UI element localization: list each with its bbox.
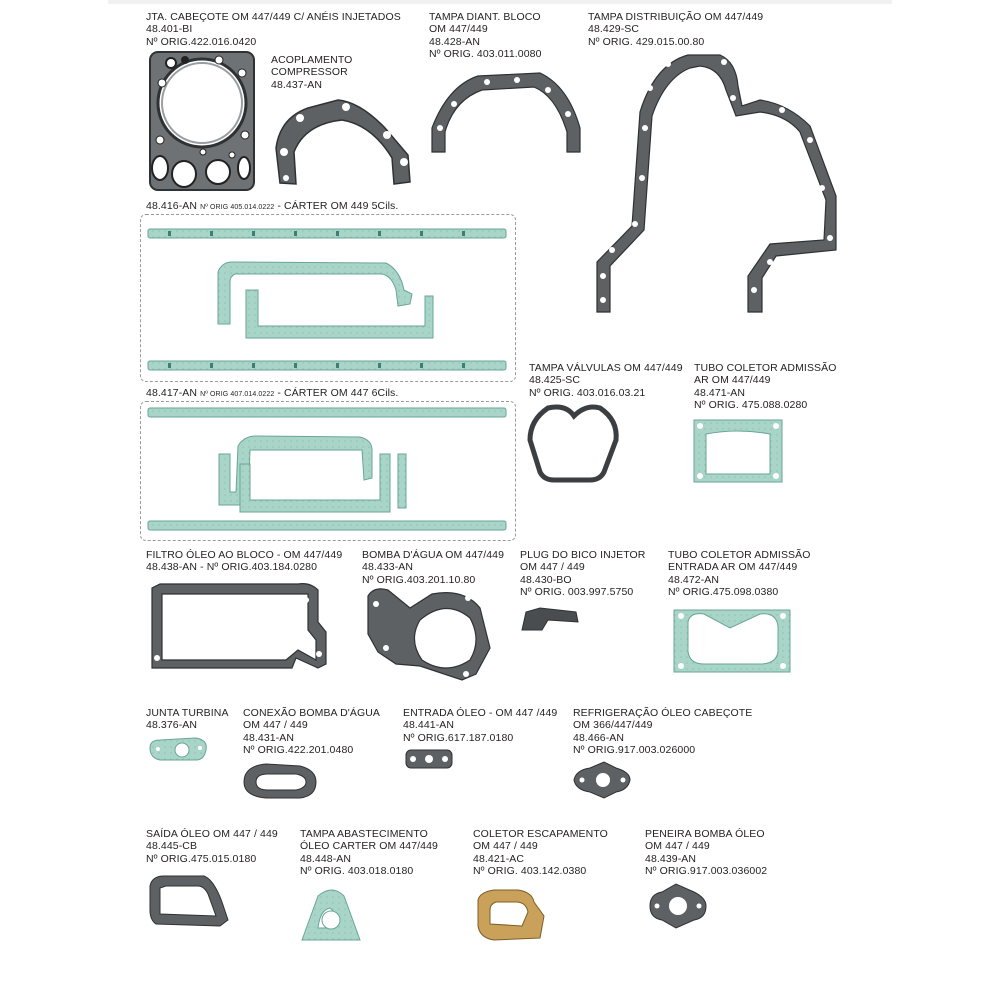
gasket-coletor-escapamento [478, 890, 544, 940]
label-bomba-agua: BOMBA D'ÁGUA OM 447/449 48.433-AN Nº ORIG.403.201.10.80 [362, 549, 505, 586]
gasket-entrada-oleo [406, 750, 452, 768]
label-peneira-bomba: PENEIRA BOMBA ÓLEO OM 447 / 449 48.439-AN Nº ORIG.917.003.036002 [645, 828, 768, 878]
label-entrada-oleo: ENTRADA ÓLEO - OM 447 /449 48.441-AN Nº ORIG.617.187.0180 [403, 707, 558, 744]
label-junta-turbina: JUNTA TURBINA 48.376-AN [146, 707, 229, 732]
label-coletor-escapamento: COLETOR ESCAPAMENTO OM 447 / 449 48.421-AC Nº ORIG. 403.142.0380 [473, 828, 608, 878]
label-tampa-valvulas: TAMPA VÁLVULAS OM 447/449 48.425-SC Nº ORIG. 403.016.03.21 [529, 362, 683, 399]
gasket-refrigeracao [574, 762, 630, 798]
label-carter-447: 48.417-AN Nº ORIG 407.014.0222 - CÁRTER OM 447 6Cils. [146, 387, 399, 399]
label-tampa-distribuicao: TAMPA DISTRIBUIÇÃO OM 447/449 48.429-SC Nº ORIG. 429.015.00.80 [588, 11, 764, 48]
gasket-carter-447 [148, 408, 506, 530]
gasket-cabecote [150, 52, 254, 190]
gasket-peneira-bomba [650, 884, 706, 928]
label-filtro-oleo: FILTRO ÓLEO AO BLOCO - OM 447/449 48.438-AN - Nº ORIG.403.184.0280 [146, 549, 343, 574]
gasket-filtro-oleo [152, 584, 326, 668]
label-tampa-diant: TAMPA DIANT. BLOCO OM 447/449 48.428-AN Nº ORIG. 403.011.0080 [429, 11, 542, 61]
label-conexao-bomba: CONEXÃO BOMBA D'ÁGUA OM 447 / 449 48.431-AN Nº ORIG.422.201.0480 [243, 707, 381, 757]
gasket-saida-oleo [150, 876, 228, 926]
gasket-junta-turbina [150, 738, 206, 760]
label-tampa-abastecimento: TAMPA ABASTECIMENTO ÓLEO CARTER OM 447/449 48.448-AN Nº ORIG. 403.018.0180 [300, 828, 438, 878]
gasket-bomba-agua [368, 589, 490, 680]
label-plug-bico: PLUG DO BICO INJETOR OM 447 / 449 48.430-BO Nº ORIG. 003.997.5750 [520, 549, 646, 599]
label-acoplamento: ACOPLAMENTO COMPRESSOR 48.437-AN [271, 54, 353, 91]
gasket-tubo-coletor-ar [694, 420, 782, 482]
gasket-plug-bico [522, 608, 578, 630]
gasket-tampa-abastecimento [302, 890, 360, 940]
gasket-carter-449 [148, 229, 506, 370]
label-tubo-coletor-ar: TUBO COLETOR ADMISSÃO AR OM 447/449 48.471-AN Nº ORIG. 475.088.0280 [694, 362, 837, 412]
gasket-acoplamento [276, 100, 410, 184]
label-carter-449: 48.416-AN Nº ORIG 405.014.0222 - CÁRTER OM 449 5Cils. [146, 200, 399, 212]
label-saida-oleo: SAÍDA ÓLEO OM 447 / 449 48.445-CB Nº ORIG.475.015.0180 [146, 828, 278, 865]
gasket-tubo-coletor-entrada [674, 610, 790, 672]
label-tubo-coletor-entrada: TUBO COLETOR ADMISSÃO ENTRADA AR OM 447/449 48.472-AN Nº ORIG.475.098.0380 [668, 549, 811, 599]
gasket-tampa-distribuicao [597, 55, 836, 312]
gasket-tampa-diant [432, 73, 580, 152]
label-cabecote: JTA. CABEÇOTE OM 447/449 C/ ANÉIS INJETADOS 48.401-BI Nº ORIG.422.016.0420 [146, 11, 401, 48]
gasket-tampa-valvulas [530, 407, 616, 480]
gasket-conexao-bomba [244, 764, 316, 798]
label-refrigeracao: REFRIGERAÇÃO ÓLEO CABEÇOTE OM 366/447/449 48.466-AN Nº ORIG.917.003.026000 [573, 707, 753, 757]
